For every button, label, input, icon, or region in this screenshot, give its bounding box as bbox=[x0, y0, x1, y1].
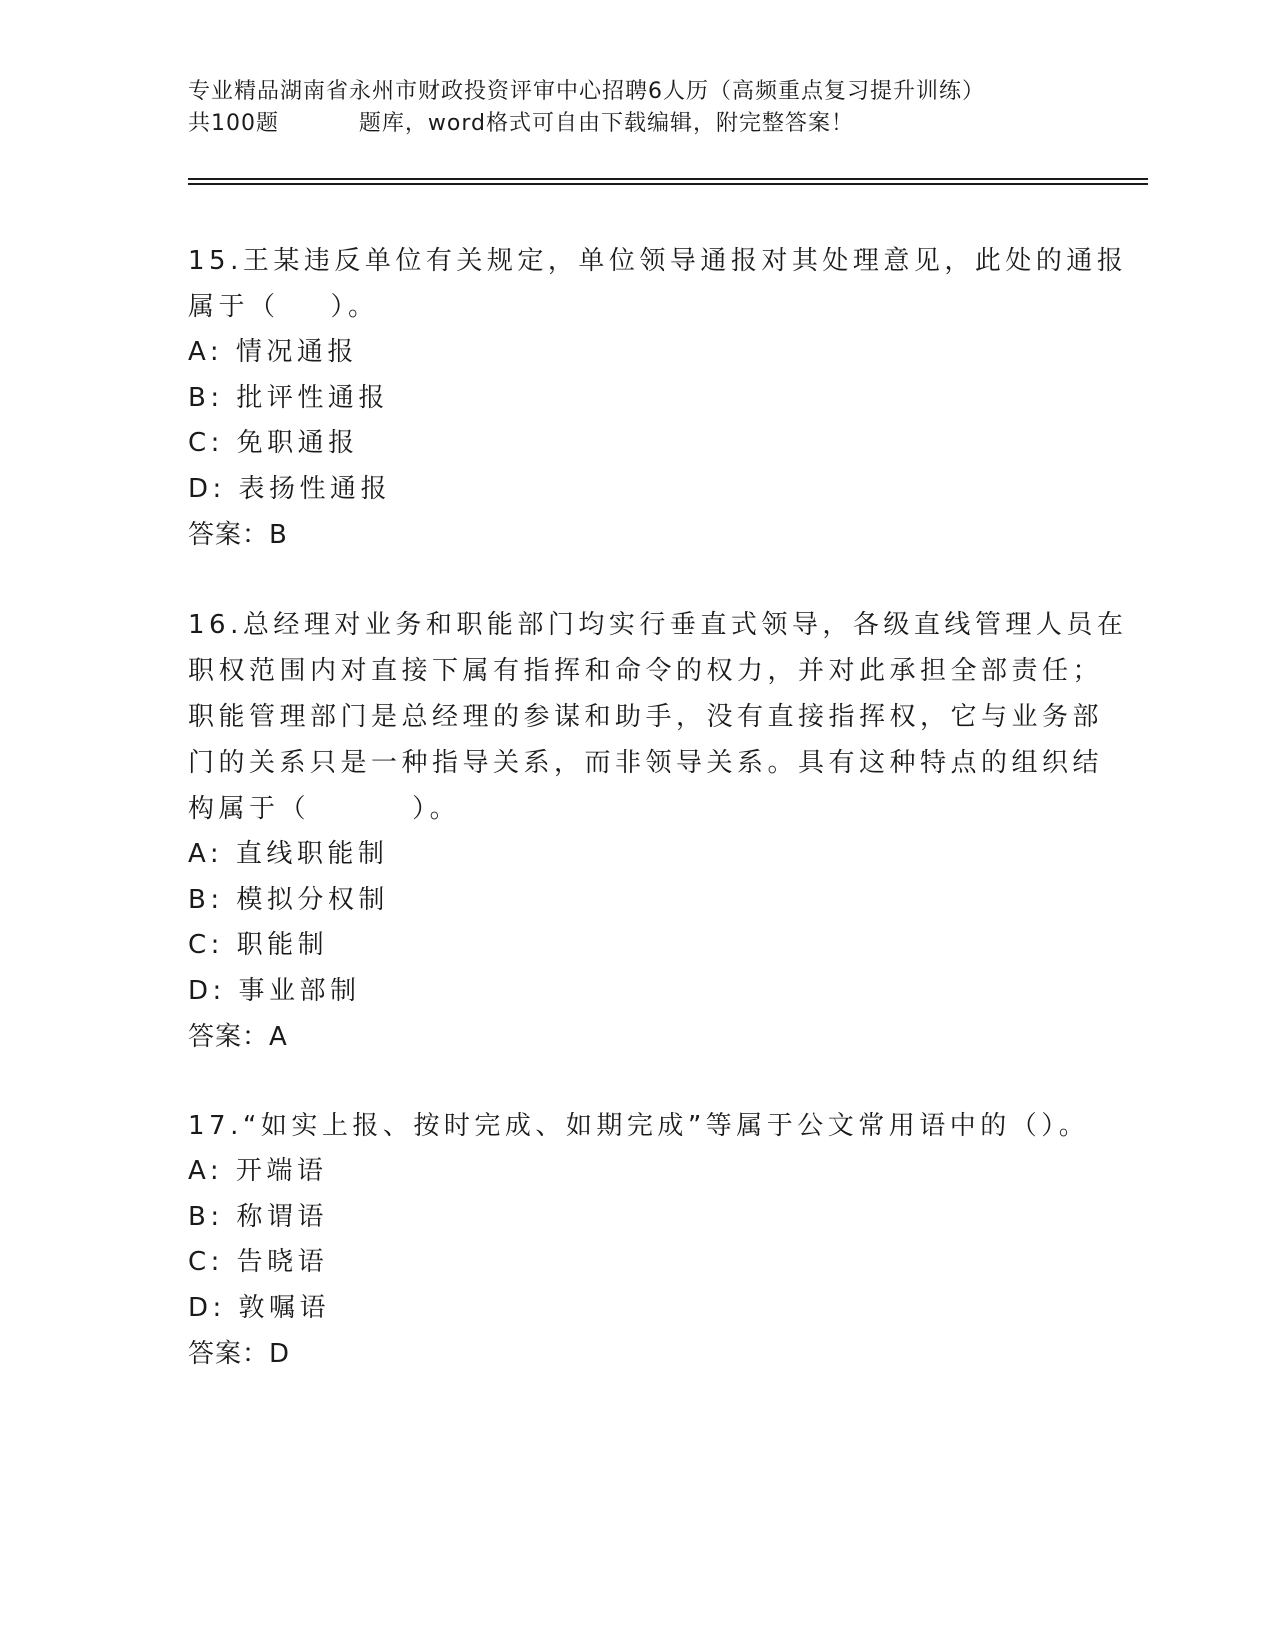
option-d: D: 敦嘱语 bbox=[188, 1292, 331, 1323]
question-stem-line: 17.“如实上报、按时完成、如期完成”等属于公文常用语中的（）。 bbox=[188, 1111, 1090, 1141]
document-header bbox=[188, 76, 1088, 140]
option-c: C: 免职通报 bbox=[188, 428, 359, 458]
question-stem-line: 门的关系只是一种指导关系，而非领导关系。具有这种特点的组织结 bbox=[188, 748, 1104, 778]
option-b: B: 批评性通报 bbox=[188, 382, 389, 413]
question-stem-line: 15.王某违反单位有关规定，单位领导通报对其处理意见，此处的通报 bbox=[188, 246, 1128, 276]
header-subtitle-line: 共100题 题库，word格式可自由下载编辑，附完整答案！ bbox=[188, 111, 855, 136]
option-b: B: 模拟分权制 bbox=[188, 884, 389, 915]
question-15 bbox=[188, 238, 1128, 558]
option-b: B: 称谓语 bbox=[188, 1201, 328, 1232]
question-stem-line: 职能管理部门是总经理的参谋和助手，没有直接指挥权，它与业务部 bbox=[188, 702, 1104, 732]
answer-line: 答案：B bbox=[188, 520, 288, 550]
option-a: A: 直线职能制 bbox=[188, 839, 389, 869]
question-stem-line: 属于（ ）。 bbox=[188, 292, 379, 322]
question-stem-line: 职权范围内对直接下属有指挥和命令的权力，并对此承担全部责任； bbox=[188, 656, 1104, 686]
option-a: A: 情况通报 bbox=[188, 337, 358, 367]
answer-line: 答案：D bbox=[188, 1339, 291, 1369]
question-17 bbox=[188, 1103, 1088, 1377]
header-title-line: 专业精品湖南省永州市财政投资评审中心招聘6人历（高频重点复习提升训练） bbox=[188, 79, 985, 104]
question-16 bbox=[188, 602, 1128, 1060]
header-rule-bottom bbox=[188, 183, 1148, 185]
header-rule-top bbox=[188, 178, 1148, 180]
answer-line: 答案：A bbox=[188, 1022, 288, 1052]
option-a: A: 开端语 bbox=[188, 1156, 328, 1186]
option-d: D: 事业部制 bbox=[188, 975, 361, 1006]
question-stem-line: 16.总经理对业务和职能部门均实行垂直式领导，各级直线管理人员在 bbox=[188, 610, 1128, 640]
question-stem-line: 构属于（ ）。 bbox=[188, 794, 461, 824]
option-c: C: 告晓语 bbox=[188, 1247, 329, 1277]
option-d: D: 表扬性通报 bbox=[188, 473, 392, 504]
option-c: C: 职能制 bbox=[188, 930, 329, 960]
